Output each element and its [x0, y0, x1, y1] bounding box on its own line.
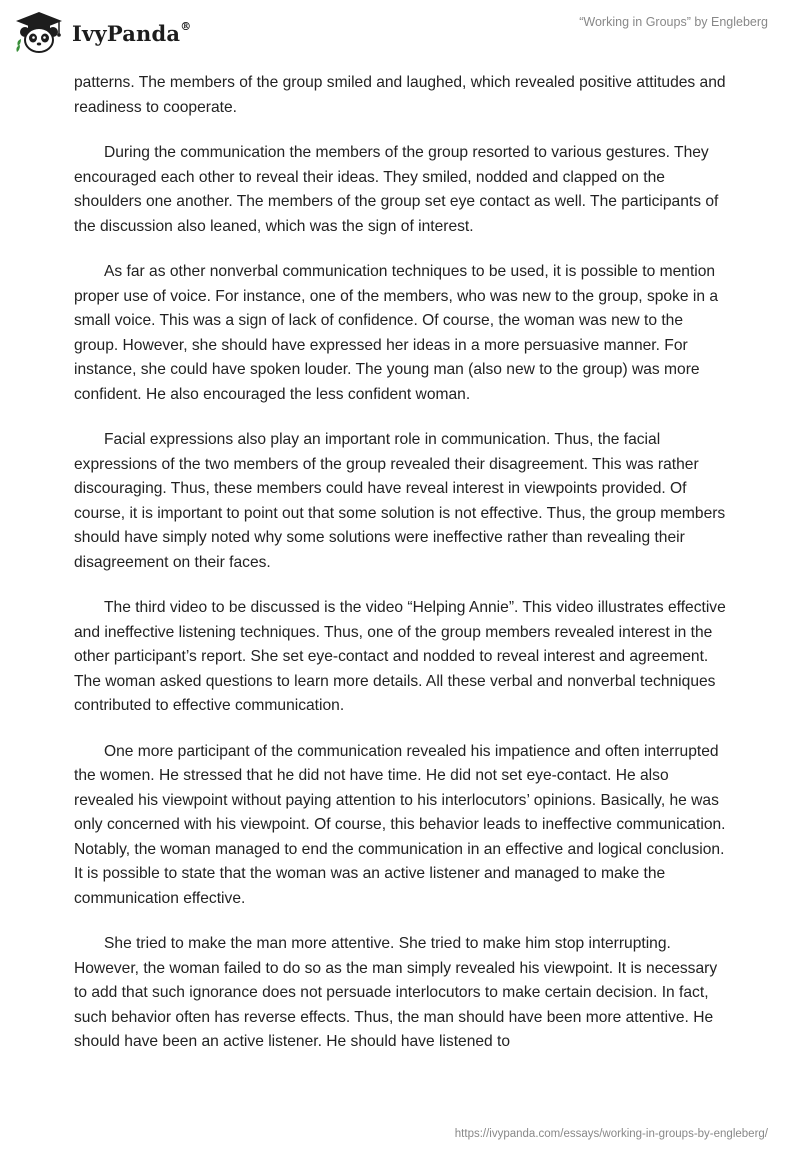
- essay-body: [74, 71, 726, 1076]
- document-title: “Working in Groups” by Engleberg: [579, 15, 768, 29]
- paragraph-1: patterns. The members of the group smiled and laughed, which revealed positive attitudes and readiness to cooperate.: [74, 74, 726, 116]
- paragraph-6: One more participant of the communication revealed his impatience and often interrupted the women. He stressed that he did not have time. He did not set eye-contact. He also revealed his viewpoint without paying attention to his interlocutors’ opinions. Basically, he was only concerned with his viewpoint. Of course, this behavior leads to ineffective communication. Notably, the woman managed to end the communication in an effective and logical conclusion. It is possible to state that the woman was an active listener and managed to make the communication effective.: [74, 742, 726, 907]
- paragraph-3: As far as other nonverbal communication techniques to be used, it is possible to mention proper use of voice. For instance, one of the members, who was new to the group, spoke in a small voice. This was a sign of lack of confidence. Of course, the woman was new to the group. However, she should have expressed her ideas in a more persuasive manner. For instance, she could have spoken louder. The young man (also new to the group) was more confident. He also encouraged the less confident woman.: [74, 263, 719, 403]
- source-url[interactable]: https://ivypanda.com/essays/working-in-groups-by-engleberg/: [454, 1128, 768, 1140]
- paragraph-2: During the communication the members of the group resorted to various gestures. They encouraged each other to reveal their ideas. They smiled, nodded and clapped on the shoulders one another. The members of the group set eye contact as well. The participants of the discussion also leaned, which was the sign of interest.: [74, 144, 719, 235]
- paragraph-5: The third video to be discussed is the video “Helping Annie”. This video illustrates effective and ineffective listening techniques. Thus, one of the group members revealed interest in the other participant’s report. She set eye-contact and nodded to reveal interest and agreement. The woman asked questions to learn more details. All these verbal and nonverbal techniques contributed to effective communication.: [74, 599, 726, 714]
- page-header: [0, 0, 800, 70]
- paragraph-4: Facial expressions also play an important role in communication. Thus, the facial expressions of the two members of the group revealed their disagreement. This was rather discouraging. Thus, these members could have reveal interest in viewpoints provided. Of course, it is important to point out that some solution is not effective. Thus, the group members should have simply noted why some solutions were ineffective rather than revealing their disagreement on their faces.: [74, 431, 726, 571]
- panda-graduation-cap-icon: [14, 10, 64, 54]
- paragraph-7: She tried to make the man more attentive. She tried to make him stop interrupting. However, the woman failed to do so as the man simply revealed his viewpoint. It is necessary to add that such ignorance does not persuade interlocutors to make certain decision. In fact, such behavior often has reverse effects. Thus, the man should have been more attentive. He should have been an active listener. He should have listened to: [74, 935, 718, 1050]
- brand-name: IvyPanda®: [72, 19, 192, 46]
- registered-mark: ®: [180, 19, 192, 33]
- ivypanda-logo[interactable]: [14, 10, 191, 54]
